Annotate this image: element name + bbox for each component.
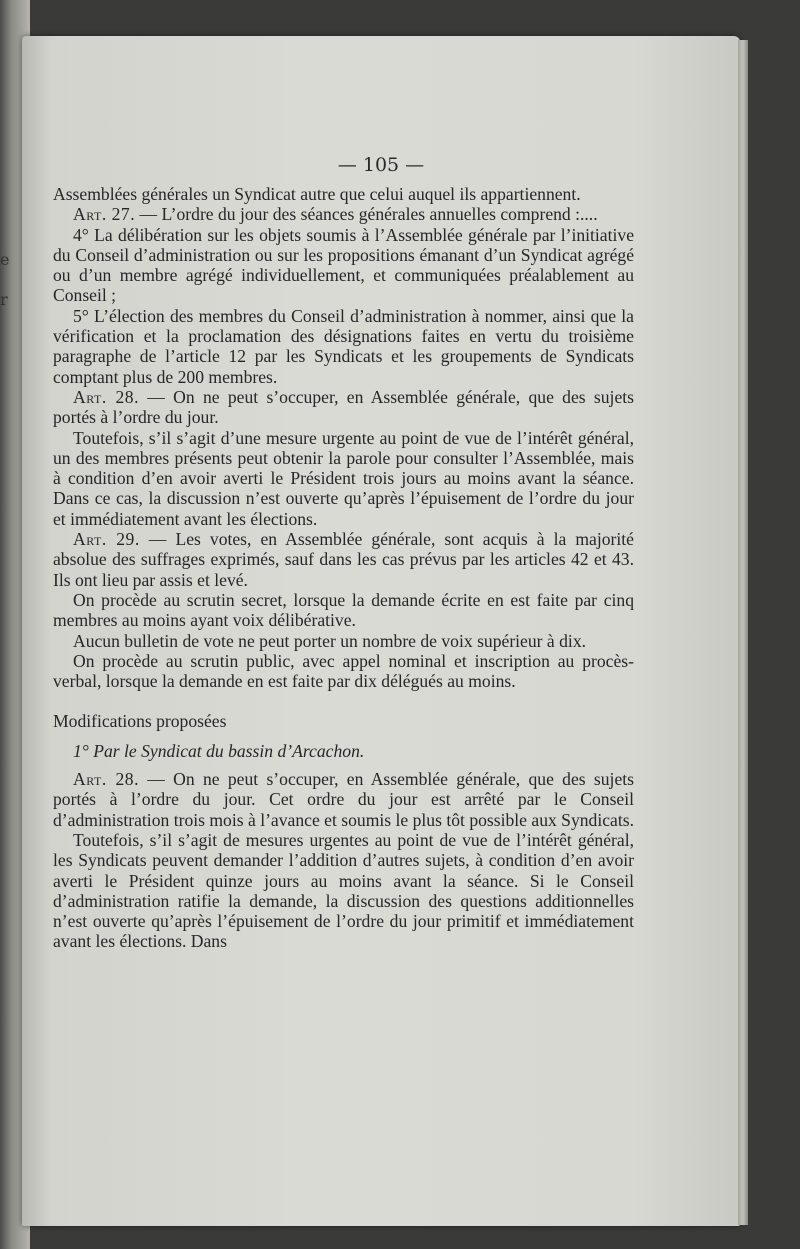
document-page: [22, 36, 740, 1226]
article-28-modified: [53, 769, 634, 830]
article-29: [53, 529, 634, 590]
paragraph: 4° La délibération sur les objets soumis à l’Assemblée générale par l’initiative du Conseil d’administration ou sur les propositions émanant d’un Syndicat agrégé ou d’un membre agrégé individuellement, et communiquées préalablement au Conseil ;: [53, 224, 634, 306]
page-number: — 105 —: [337, 154, 425, 176]
article-27: [53, 204, 634, 224]
left-page-fragment: e: [0, 250, 10, 269]
article-text: — On ne peut s’occuper, en Assemblée générale, que des sujets portés à l’ordre du jour.: [53, 386, 634, 428]
article-text: — On ne peut s’occuper, en Assemblée générale, que des sujets portés à l’ordre du jour. Cet ordre du jour est arrêté par le Conseil d’administration trois mois à l’avance et soumis le plus tôt possible aux Syndicats.: [53, 769, 634, 830]
article-label: Art. 28.: [73, 769, 139, 790]
article-text: — L’ordre du jour des séances générales annuelles comprend :....: [135, 204, 598, 225]
section-heading: Modifications proposées: [53, 711, 227, 732]
body-text: [53, 184, 634, 952]
article-text: — Les votes, en Assemblée générale, sont acquis à la majorité absolue des suffrages exprimés, sauf dans les cas prévus par les articles 42 et 43. Ils ont lieu par assis et levé.: [53, 529, 634, 590]
article-label: Art. 27.: [73, 204, 136, 225]
paragraph: On procède au scrutin secret, lorsque la demande écrite en est faite par cinq membres au moins ayant voix délibérative.: [53, 589, 634, 631]
paragraph: Toutefois, s’il s’agit d’une mesure urgente au point de vue de l’intérêt général, un des membres présents peut obtenir la parole pour consulter l’Assemblée, mais à condition d’en avoir averti le Président trois jours au moins avant la séance. Dans ce cas, la discussion n’est ouverte qu’après l’épuisement de l’ordre du jour et immédiatement avant les élections.: [53, 427, 634, 529]
paragraph: Aucun bulletin de vote ne peut porter un nombre de voix supérieur à dix.: [73, 630, 587, 651]
paragraph: On procède au scrutin public, avec appel nominal et inscription au procès-verbal, lorsque la demande en est faite par dix délégués au moins.: [53, 650, 634, 692]
article-label: Art. 29.: [73, 529, 140, 550]
page-stack-edge: [738, 40, 748, 1225]
article-label: Art. 28.: [73, 386, 139, 407]
subheading: 1° Par le Syndicat du bassin d’Arcachon.: [73, 740, 365, 761]
paragraph: Toutefois, s’il s’agit de mesures urgentes au point de vue de l’intérêt général, les Syndicats peuvent demander l’addition d’autres sujets, à condition d’en avoir averti le Président quinze jours au moins avant la séance. Si le Conseil d’administration ratifie la demande, la discussion des questions additionnelles n’est ouverte qu’après l’épuisement de l’ordre du jour primitif et immédiatement avant les élections. Dans: [53, 829, 634, 952]
paragraph: Assemblées générales un Syndicat autre que celui auquel ils appartiennent.: [53, 184, 581, 204]
paragraph: 5° L’élection des membres du Conseil d’administration à nommer, ainsi que la vérification et la proclamation des désignations faites en vertu du troisième paragraphe de l’article 12 par les Syndicats et les groupements de Syndicats comptant plus de 200 membres.: [53, 305, 634, 387]
left-page-fragment: r: [0, 290, 8, 309]
article-28: [53, 387, 634, 428]
